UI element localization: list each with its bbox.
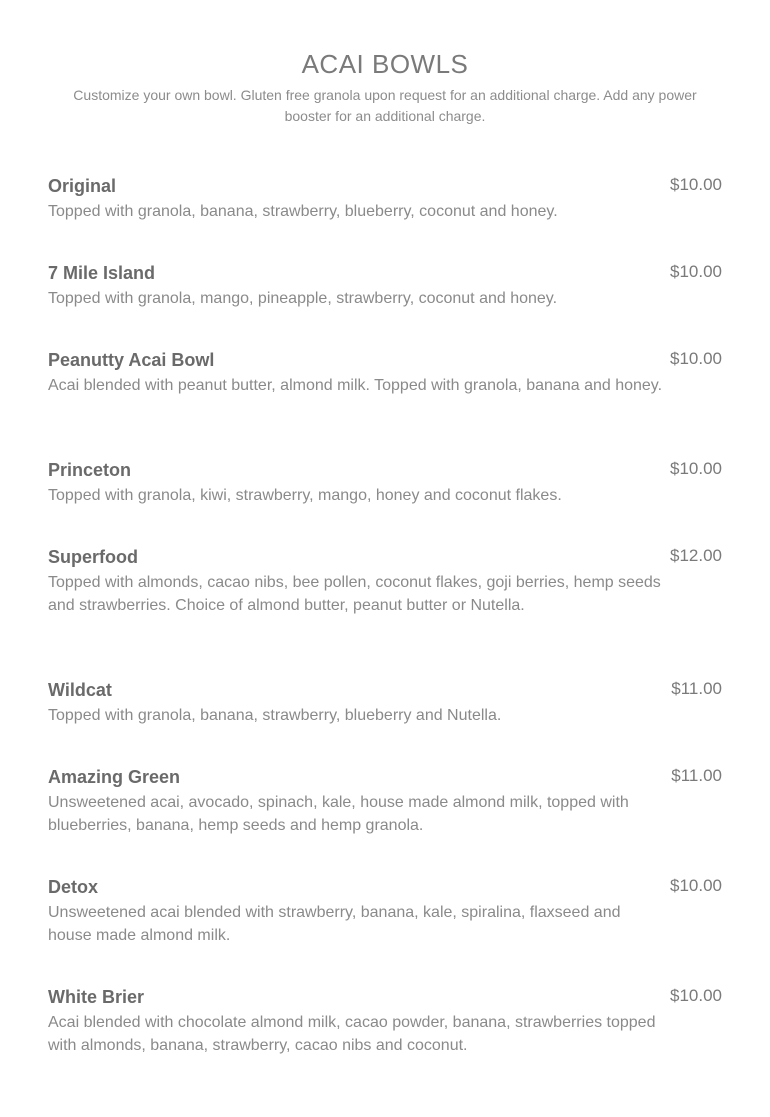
menu-item-price: $10.00 bbox=[670, 876, 722, 895]
menu-item bbox=[48, 676, 722, 763]
menu-item bbox=[48, 543, 722, 676]
menu-item bbox=[48, 346, 722, 456]
menu-item-description: Topped with granola, kiwi, strawberry, mango, honey and coconut flakes. bbox=[48, 487, 562, 504]
menu-item bbox=[48, 456, 722, 543]
menu-item-name: Amazing Green bbox=[48, 767, 181, 787]
menu-item-name: Detox bbox=[48, 877, 99, 897]
menu-item-description: Topped with granola, banana, strawberry, blueberry, coconut and honey. bbox=[48, 203, 558, 220]
menu-item-price: $10.00 bbox=[670, 175, 722, 194]
menu-item-name: 7 Mile Island bbox=[48, 263, 156, 283]
menu-item-name: Original bbox=[48, 176, 117, 196]
menu-item-description: Unsweetened acai blended with strawberry, banana, kale, spiralina, flaxseed and house made almond milk. bbox=[48, 904, 621, 944]
menu-item-price: $10.00 bbox=[670, 349, 722, 368]
menu-item-description: Acai blended with peanut butter, almond milk. Topped with granola, banana and honey. bbox=[48, 377, 663, 394]
menu-item-price: $10.00 bbox=[670, 459, 722, 478]
section-subtitle: Customize your own bowl. Gluten free granola upon request for an additional charge. Add any power booster for an additional charge. bbox=[73, 87, 697, 124]
menu-item-name: Princeton bbox=[48, 460, 132, 480]
menu-item-description: Acai blended with chocolate almond milk, cacao powder, banana, strawberries topped with almonds, banana, strawberry, cacao nibs and coconut. bbox=[48, 1014, 656, 1054]
menu-item bbox=[48, 172, 722, 259]
menu-item-name: Peanutty Acai Bowl bbox=[48, 350, 215, 370]
menu-item bbox=[48, 763, 722, 873]
menu-item bbox=[48, 873, 722, 983]
menu-item bbox=[48, 259, 722, 346]
menu-item-price: $10.00 bbox=[670, 986, 722, 1005]
menu-item-description: Topped with almonds, cacao nibs, bee pollen, coconut flakes, goji berries, hemp seeds and strawberries. Choice of almond butter, peanut butter or Nutella. bbox=[48, 574, 661, 614]
menu-item-price: $11.00 bbox=[671, 679, 722, 698]
menu-item-description: Topped with granola, banana, strawberry, blueberry and Nutella. bbox=[48, 707, 502, 724]
menu-item-price: $11.00 bbox=[671, 766, 722, 785]
menu-item-description: Unsweetened acai, avocado, spinach, kale, house made almond milk, topped with blueberries, banana, hemp seeds and hemp granola. bbox=[48, 794, 629, 834]
menu-item-name: White Brier bbox=[48, 987, 145, 1007]
menu-item-name: Superfood bbox=[48, 547, 138, 567]
menu-item-description: Topped with granola, mango, pineapple, strawberry, coconut and honey. bbox=[48, 290, 558, 307]
section-title: ACAI BOWLS bbox=[301, 49, 469, 79]
menu-list bbox=[48, 172, 722, 1093]
menu-item-name: Wildcat bbox=[48, 680, 112, 700]
menu-item-price: $12.00 bbox=[670, 546, 722, 565]
menu-item bbox=[48, 983, 722, 1093]
menu-item-price: $10.00 bbox=[670, 262, 722, 281]
menu-header bbox=[0, 48, 770, 127]
